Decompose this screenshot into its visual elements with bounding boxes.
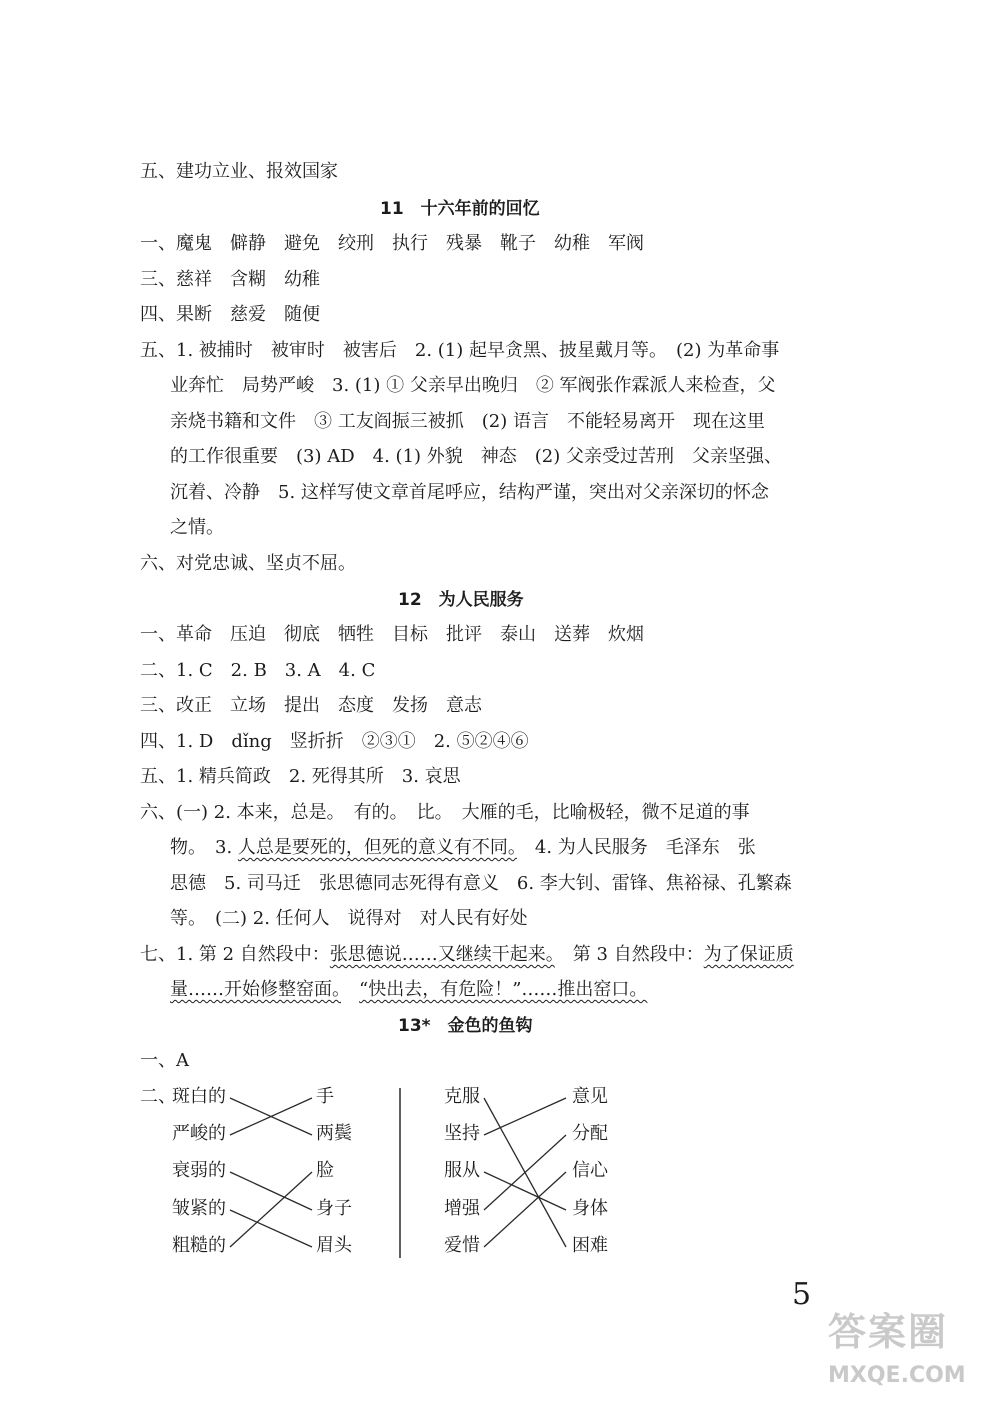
match-connector [484,1135,566,1210]
section-title: 12 为人民服务 [398,590,524,610]
answer-line: 四、果断 慈爱 随便 [140,304,320,325]
match-item: 衰弱的 [172,1160,226,1181]
match-item: 手 [316,1086,334,1107]
answer-line: 四、1. D dǐng 竖折折 ②③① 2. ⑤②④⑥ [140,731,529,752]
match-item: 坚持 [444,1123,480,1144]
match-connector [230,1172,312,1210]
match-item: 皱紧的 [172,1198,226,1219]
answer-line: 五、建功立业、报效国家 [140,161,338,182]
match-connector [230,1172,312,1247]
answer-line: 三、慈祥 含糊 幼稚 [140,269,320,290]
section-title: 13* 金色的鱼钩 [398,1016,533,1036]
underlined-answer: 为了保证质 [703,944,794,965]
answer-line: 等。 (二) 2. 任何人 说得对 对人民有好处 [170,908,528,929]
answer-text: 第 3 自然段中： [554,944,704,965]
answer-line: 六、对党忠诚、坚贞不屈。 [140,553,356,574]
answer-line: 一、魔鬼 僻静 避免 绞刑 执行 残暴 靴子 幼稚 军阀 [140,233,644,254]
match-item: 服从 [444,1160,480,1181]
match-item: 严峻的 [172,1123,226,1144]
match-connector [484,1098,566,1135]
section-title: 11 十六年前的回忆 [380,199,540,219]
match-item: 身子 [316,1198,352,1219]
answer-line: 五、1. 精兵简政 2. 死得其所 3. 哀思 [140,766,461,787]
match-connector [484,1172,566,1247]
watermark-logo: 答案圈 MXQE.COM [828,1310,966,1388]
match-item: 克服 [444,1086,480,1107]
underlined-answer: 量……开始修整窑面。 [170,979,341,1000]
match-item: 粗糙的 [172,1235,226,1256]
underlined-answer: 人总是要死的，但死的意义有不同。 [237,837,517,858]
match-connector [230,1210,312,1247]
underlined-answer: 张思德说……又继续干起来。 [329,944,555,965]
answer-line: 的工作很重要 (3) AD 4. (1) 外貌 神态 (2) 父亲受过苦刑 父亲坚强、 [170,446,782,467]
match-item: 分配 [572,1123,608,1144]
match-item: 眉头 [316,1235,352,1256]
answer-line: 一、革命 压迫 彻底 牺牲 目标 批评 泰山 送葬 炊烟 [140,624,644,645]
answer-text: 物。 3. [170,837,238,858]
match-item: 脸 [316,1160,334,1181]
answer-text: 4. 为人民服务 毛泽东 张 [516,837,756,858]
answer-line: 亲烧书籍和文件 ③ 工友阎振三被抓 (2) 语言 不能轻易离开 现在这里 [170,411,765,432]
match-item: 困难 [572,1235,608,1256]
match-item: 身体 [572,1198,608,1219]
answer-line: 二、1. C 2. B 3. A 4. C [140,660,376,681]
underlined-answer: “快出去，有危险！”……推出窑口。 [359,979,648,1000]
answer-text: 七、1. 第 2 自然段中： [140,944,330,965]
answer-line: 三、改正 立场 提出 态度 发扬 意志 [140,695,482,716]
answer-line: 五、1. 被捕时 被审时 被害后 2. (1) 起早贪黑、披星戴月等。 (2) 为革命事 [140,340,780,361]
answer-line: 六、(一) 2. 本来，总是。 有的。 比。 大雁的毛，比喻极轻，微不足道的事 [140,802,750,823]
match-item: 两鬓 [316,1123,352,1144]
match-item: 信心 [572,1160,608,1181]
match-item: 斑白的 [172,1086,226,1107]
page-number: 5 [792,1277,812,1312]
answer-line: 一、A [140,1050,189,1071]
answer-line: 思德 5. 司马迁 张思德同志死得有意义 6. 李大钊、雷锋、焦裕禄、孔繁森 [170,873,792,894]
answer-line: 二、 [140,1086,176,1107]
match-item: 意见 [572,1086,608,1107]
match-connector [484,1172,566,1210]
match-item: 增强 [444,1198,480,1219]
answer-line: 业奔忙 局势严峻 3. (1) ① 父亲早出晚归 ② 军阀张作霖派人来检查，父 [170,375,776,396]
match-item: 爱惜 [444,1235,480,1256]
answer-line: 之情。 [170,517,224,538]
answer-line: 沉着、冷静 5. 这样写使文章首尾呼应，结构严谨，突出对父亲深切的怀念 [170,482,769,503]
